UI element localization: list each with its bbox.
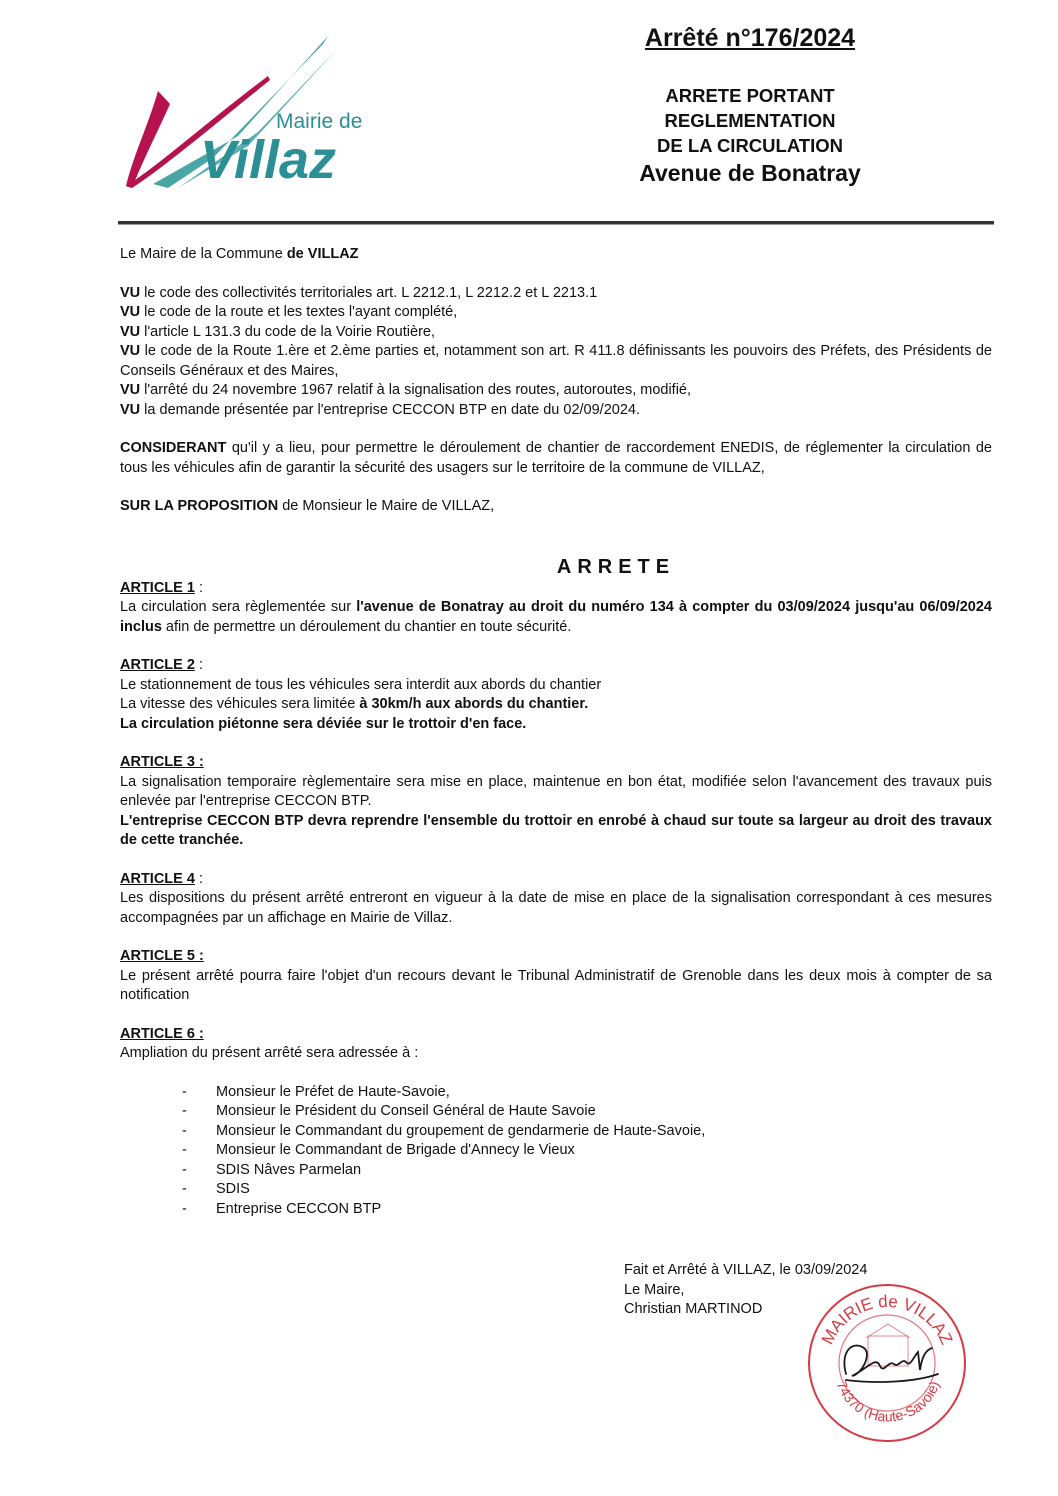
article-4-heading: ARTICLE 4 : [120,870,203,887]
article-3-text: La signalisation temporaire règlementaire sera mise en place, maintenue en bon état, modifiée selon l'avancement des travaux puis enlevée par l'entreprise CECCON BTP. [120,773,992,809]
article-2-line-3: La circulation piétonne sera déviée sur le trottoir d'en face. [120,715,527,732]
list-item: - SDIS Nâves Parmelan [182,1161,992,1181]
article-3-heading: ARTICLE 3 : [120,754,204,770]
vu-item: VU l'arrêté du 24 novembre 1967 relatif à la signalisation des routes, autoroutes, modifié, [120,382,692,398]
document-body [120,245,992,1219]
stamp-text-bottom: 74370 (Haute-Savoie) [833,1378,943,1425]
article-2-heading: ARTICLE 2 : [120,657,203,673]
svg-text:74370 (Haute-Savoie) [833,1379,942,1425]
vu-item: VU l'article L 131.3 du code de la Voirie Routière, [120,323,435,340]
vu-item: VU le code de la Route 1.ère et 2.ème parties et, notamment son art. R 411.8 définissants les pouvoirs des Préfets, des Présidents de Conseils Généraux et des Maires, [120,343,992,379]
article-2-line-1: Le stationnement de tous les véhicules sera interdit aux abords du chantier [120,676,602,693]
article-5-heading: ARTICLE 5 : [120,948,204,964]
vu-item: VU le code des collectivités territoriales art. L 2212.1, L 2212.2 et L 2213.1 [120,284,598,301]
list-item: - SDIS [182,1180,992,1200]
article-4-text: Les dispositions du présent arrêté entreront en vigueur à la date de mise en place de la signalisation correspondant à ces mesures accompagnées par un affichage en Mairie de Villaz. [120,890,992,926]
list-item: - Monsieur le Commandant de Brigade d'Annecy le Vieux [182,1141,992,1161]
document-header [600,24,900,188]
vu-item: VU le code de la route et les textes l'ayant complété, [120,304,458,320]
list-item: - Entreprise CECCON BTP [182,1200,992,1220]
list-item: - Monsieur le Préfet de Haute-Savoie, [182,1083,992,1103]
signer-name: Christian MARTINOD [624,1301,763,1317]
stamp-text-top: MAIRIE de VILLAZ [817,1291,957,1348]
vu-item: VU la demande présentée par l'entreprise CECCON BTP en date du 02/09/2024. [120,401,640,418]
arrete-number: Arrêté n°176/2024 [644,24,856,52]
logo-villaz: Villaz [200,130,337,190]
place-date: Fait et Arrêté à VILLAZ, le 03/09/2024 [624,1262,868,1278]
arrete-title: ARRETE [556,555,676,578]
article-3-bold-text: L'entreprise CECCON BTP devra reprendre l'ensemble du trottoir en enrobé à chaud sur toute sa largeur au droit des travaux de cette tranchée. [120,812,992,848]
considerant-paragraph: CONSIDERANT qu'il y a lieu, pour permettre le déroulement de chantier de raccordement ENEDIS, de réglementer la circulation de tous les véhicules afin de garantir la sécurité des usagers sur le territoire de la commune de VILLAZ, [120,440,992,476]
svg-text:MAIRIE de VILLAZ [818,1292,956,1348]
article-2-line-2: La vitesse des véhicules sera limitée à 30km/h aux abords du chantier. [120,696,589,712]
recipients-list [120,1083,992,1220]
article-1-heading: ARTICLE 1 : [120,579,203,596]
signer-role: Le Maire, [624,1281,685,1298]
title-line-2: REGLEMENTATION [664,110,836,131]
intro-line: Le Maire de la Commune de VILLAZ [120,246,359,262]
proposition-paragraph: SUR LA PROPOSITION de Monsieur le Maire de VILLAZ, [120,498,495,514]
article-5-text: Le présent arrêté pourra faire l'objet d'un recours devant le Tribunal Administratif de Grenoble dans les deux mois à compter de sa notification [120,967,992,1003]
article-6-text: Ampliation du présent arrêté sera adressée à : [120,1045,419,1061]
header-divider [118,221,994,225]
mairie-villaz-logo [118,36,390,196]
article-6-heading: ARTICLE 6 : [120,1025,204,1042]
title-street: Avenue de Bonatray [639,160,861,186]
list-item: - Monsieur le Commandant du groupement de gendarmerie de Haute-Savoie, [182,1122,992,1142]
list-item: - Monsieur le Président du Conseil Général de Haute Savoie [182,1102,992,1122]
logo-mairie-de: Mairie de [276,110,363,133]
title-line-3: DE LA CIRCULATION [656,135,843,156]
mairie-stamp-icon [806,1282,968,1444]
title-line-1: ARRETE PORTANT [665,85,835,106]
article-1-text: La circulation sera règlementée sur l'avenue de Bonatray au droit du numéro 134 à compter du 03/09/2024 jusqu'au 06/09/2024 inclus afin de permettre un déroulement du chantier en toute sécurité. [120,599,993,635]
